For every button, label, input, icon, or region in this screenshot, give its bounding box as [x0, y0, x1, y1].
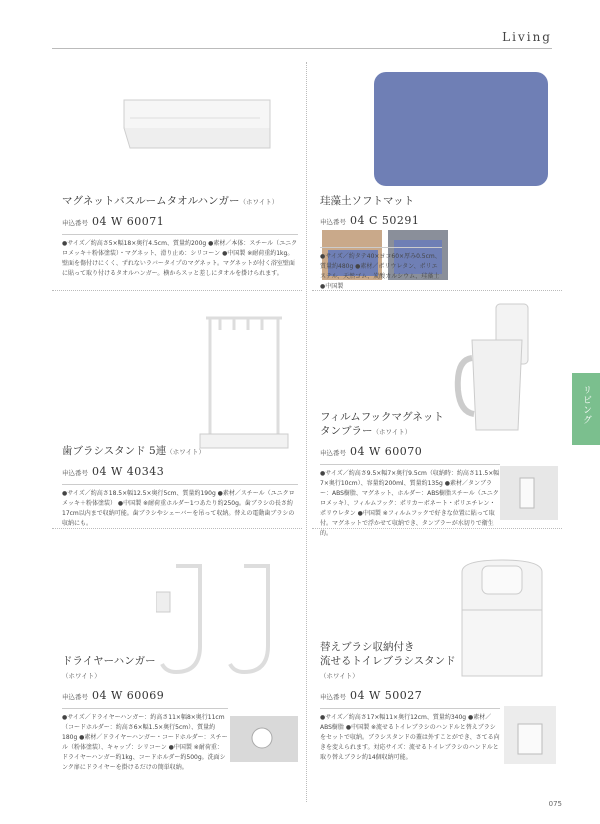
column-divider — [306, 62, 307, 802]
product-name — [62, 194, 298, 209]
product-name-text: 歯ブラシスタンド 5連 — [62, 445, 167, 457]
diatomite-mat-image — [372, 70, 552, 190]
side-tab-label: リビング — [581, 385, 591, 425]
code-number: 04 W 60070 — [350, 445, 423, 458]
product-code — [62, 465, 298, 478]
product-name-text: 替えブラシ収納付き — [320, 641, 415, 653]
product-code — [62, 689, 228, 702]
code-label: 申込番号 — [320, 693, 346, 701]
product-card — [62, 444, 298, 529]
product-name — [62, 654, 228, 683]
side-tab — [572, 373, 600, 445]
toothbrush-stand-image — [196, 308, 292, 458]
product-card — [62, 194, 298, 279]
product-card — [62, 654, 228, 773]
code-label: 申込番号 — [62, 693, 88, 701]
header-rule — [52, 48, 552, 49]
section-title: Living — [502, 30, 552, 44]
towel-hanger-image — [110, 88, 290, 168]
code-label: 申込番号 — [62, 219, 88, 227]
tumbler-usage-photo — [500, 466, 560, 522]
product-name — [320, 410, 500, 439]
product-name-text: マグネットバスルームタオルハンガー — [62, 195, 240, 207]
product-code — [320, 689, 500, 702]
product-variant: （ホワイト） — [166, 448, 206, 456]
product-card — [320, 194, 444, 292]
code-label: 申込番号 — [320, 449, 346, 457]
dryer-usage-photo — [230, 716, 300, 764]
product-name-line2: 流せるトイレブラシスタンド — [320, 655, 456, 667]
product-variant: （ホワイト） — [62, 672, 101, 680]
code-label: 申込番号 — [62, 469, 88, 477]
product-name-text: ドライヤーハンガー — [62, 655, 156, 667]
product-name-text: フィルムフックマグネット — [320, 411, 444, 423]
product-variant: （ホワイト） — [372, 428, 412, 436]
code-number: 04 W 60069 — [92, 689, 165, 702]
product-code — [320, 214, 444, 227]
product-variant: （ホワイト） — [320, 672, 359, 680]
product-card — [320, 640, 500, 763]
product-name-line2: タンブラー — [320, 425, 373, 437]
product-variant: （ホワイト） — [239, 198, 279, 206]
product-card — [320, 410, 500, 539]
code-number: 04 W 40343 — [92, 465, 165, 478]
code-number: 04 W 50027 — [350, 689, 423, 702]
page-header — [0, 28, 600, 48]
product-name — [62, 444, 298, 459]
code-label: 申込番号 — [320, 218, 346, 226]
product-description: ●サイズ／約高さ18.5×幅12.5×奥行5cm、質量約190g ●素材／スチール（ユニクロメッキ＋粉体塗装） ●中国製 ※耐荷重ホルダー1つあたり約250g。歯ブラシの長さ約17cm以内まで収納可能。歯ブラシやシェーバーを吊って収納。替えの電動歯ブラシの収納にも。 — [62, 484, 298, 529]
product-code — [62, 215, 298, 228]
brush-refill-photo — [504, 706, 558, 766]
product-name-text: 珪藻土ソフトマット — [320, 195, 415, 207]
page-number: 075 — [548, 800, 562, 808]
product-description: ●サイズ／約高さ9.5×幅7×奥行9.5cm（収納時：約高さ11.5×幅7×奥行10cm）、容量約200ml、質量約135g ●素材／タンブラー：ABS樹脂、マグネット、ホルダー：ABS樹脂スチール（ユニクロメッキ）、フィルムフック：ポリカーボネート・ポリエチレン・ポリウレタン ●中国製 ※フィルムフックで好きな位置に貼って取付。マグネットで浮かせて収納でき、タンブラーが水切りで衛生的。 — [320, 464, 500, 539]
product-description: ●サイズ／ドライヤーハンガー：約高さ11×幅8×奥行11cm（コードホルダー：約高さ6×幅1.5×奥行5cm）、質量約180g ●素材／ドライヤーハンガー・コードホルダー：スチール（粉体塗装）、キャップ：シリコーン ●中国製 ※耐荷重：ドライヤーハンガー約1kg、コードホルダー約500g。洗面シンク扉にドライヤーを掛けるだけの簡単収納。 — [62, 708, 228, 773]
product-code — [320, 445, 500, 458]
product-description: ●サイズ／約高さ17×幅11×奥行12cm、質量約340g ●素材／ABS樹脂 ●中国製 ※流せるトイレブラシのハンドルと替えブラシをセットで収納。ブラシスタンドの蓋は外すことができ、さてる向きを変えられます。対応サイズ：流せるトイレブラシのハンドルと取り替えブラシ約14個収納可能。 — [320, 708, 500, 763]
code-number: 04 W 60071 — [92, 215, 165, 228]
row-divider — [52, 290, 302, 291]
code-number: 04 C 50291 — [350, 214, 420, 227]
product-description: ●サイズ／約高さ5×幅18×奥行4.5cm、質量約200g ●素材／本体：スチール（ユニクロメッキ＋粉体塗装）・マグネット、滑り止め：シリコーン ●中国製 ※耐荷重約1kg。壁面を傷付けにくく、ずれないラバータイプのマグネット。マグネットが付く浴室壁面に貼って取り付けるタオルハンガー。横からスッと差しにタオルを掛けられます。 — [62, 234, 298, 279]
product-description: ●サイズ／約タテ40×ヨコ60×厚み0.5cm、質量約480g ●素材／ポリウレタン、ポリエステル、天然ゴム、炭酸カルシウム、珪藻土 ●中国製 — [320, 247, 442, 292]
product-name — [320, 640, 500, 683]
product-name — [320, 194, 444, 208]
